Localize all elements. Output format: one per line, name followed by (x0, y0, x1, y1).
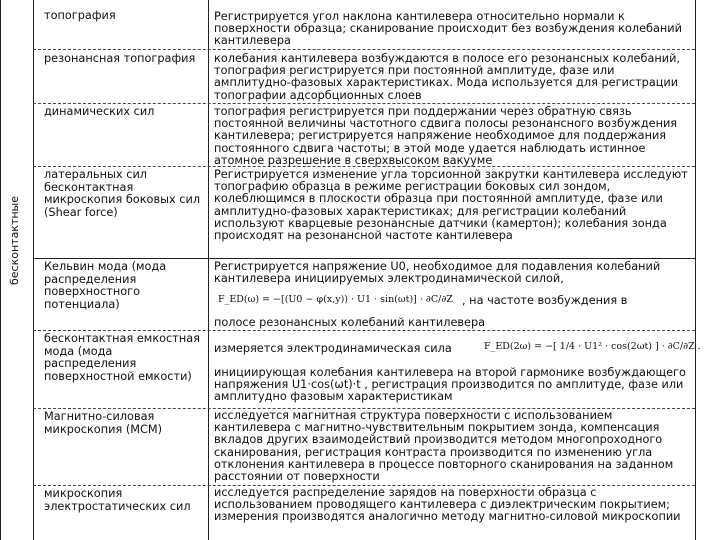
mode-cell: топография (44, 9, 116, 22)
description-cell: топография регистрируется при поддержании через обратную связь постоянной величины частотного сдвига полосы резонансного возбуждения кантилевера; регистрируется напряжение необходимое для поддержания постоянного сдвига частоты; в этой моде удается наблюдать истинное атомное разрешение в сверхвысоком вакууме (214, 105, 678, 167)
mode-cell: микроскопия электростатических сил (44, 487, 191, 513)
description-cell: колебания кантилевера возбуждаются в полосе его резонансных колебаний, топография регистрируется при постоянной амплитуде, фазе или амплитудно-фазовых характеристиках. Мода используется для регистрации топографии адсорбционных слоев (214, 52, 681, 102)
table-border-right (695, 0, 696, 540)
side-category-label (2, 180, 26, 300)
row-separator (33, 258, 695, 259)
description-cell: Регистрируется изменение угла торсионной закрутки кантилевера исследуют топографию образца в режиме регистрации боковых сил зондом, колеблющимся в плоскости образца при постоянной амплитуде, фазе или амплитудно-фазовых характеристиках; для регистрации колебаний используют кварцевые резонансные датчики (камертон); колебания зонда происходят на резонансной частоте кантилевера (214, 168, 688, 243)
capacitive-formula: F_ED(2ω) = −[ 1/4 · U1² · cos(2ωt) ] · ∂C/∂Z . (484, 341, 701, 352)
mode-cell: бесконтактная емкостная мода (мода распределения поверхностной емкости) (44, 332, 200, 383)
description-cell: инициирующая колебания кантилевера на второй гармонике возбуждающего напряжения U1·cos(ωt)·t , регистрация производится по амплитуде, фазе или амплитудно фазовым характеристикам (214, 366, 686, 404)
description-cell: полосе резонансных колебаний кантилевера (214, 316, 486, 329)
description-cell: Регистрируется угол наклона кантилевера относительно нормали к поверхности образца; сканирование происходит без возбуждения колебаний кантилевера (214, 10, 682, 48)
mode-cell: резонансная топография (44, 52, 196, 65)
table-border-mode-column (208, 0, 209, 540)
description-cell: исследуется магнитная структура поверхности с использованием кантилевера с магнитно-чувствительным покрытием зонда, компенсация вкладов других взаимодействий производится методом многопроходного сканирования, регистрация контраста производится по изменению угла отклонения кантилевера в процессе повторного сканирования на заданном расстоянии от поверхности (214, 409, 674, 484)
row-separator (33, 330, 695, 331)
row-separator (33, 103, 695, 104)
description-cell: , на частоте возбуждения в (462, 294, 628, 307)
mode-cell: Кельвин мода (мода распределения поверхностного потенциала) (44, 260, 167, 311)
table-border-side-column (33, 0, 34, 540)
description-cell: Регистрируется напряжение U0, необходимое для подавления колебаний кантилевера инициируемых электродинамической силой, (214, 260, 661, 286)
description-cell: измеряется электродинамическая сила (214, 342, 452, 355)
mode-cell: динамических сил (44, 105, 155, 118)
mode-cell: Магнитно-силовая микроскопия (MCM) (44, 410, 163, 436)
side-category-text: бесконтактные (7, 195, 21, 285)
row-separator (33, 49, 695, 50)
table-border-left (0, 0, 1, 540)
kelvin-formula: F_ED(ω) = −[(U0 − φ(x,y)) · U1 · sin(ωt)] · ∂C/∂Z (218, 294, 453, 305)
mode-cell: латеральных сил бесконтактная микроскопия боковых сил (Shear force) (44, 168, 201, 219)
description-cell: исследуется распределение зарядов на поверхности образца с использованием проводящего кантилевера с диэлектрическим покрытием; измерения производятся аналогично методу магнитно-силовой микроскопии (214, 486, 681, 524)
